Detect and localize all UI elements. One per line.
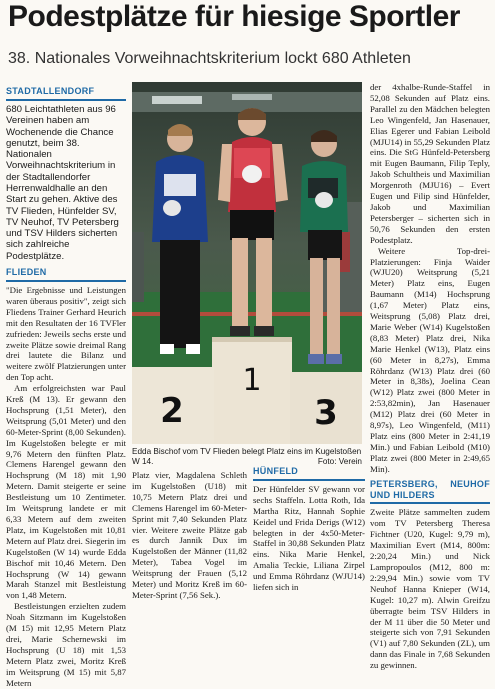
photo-caption — [132, 447, 362, 467]
caption-text: Edda Bischof vom TV Flieden belegt Platz eins im Kugelstoßen W 14. — [132, 447, 362, 466]
section-rule — [253, 479, 365, 481]
subheadline: 38. Nationales Vorweihnachtskriterium lockt 680 Athleten — [8, 50, 411, 67]
section-rule — [6, 280, 126, 282]
article-column-3 — [253, 466, 365, 593]
photo-credit: Foto: Verein — [317, 457, 362, 466]
article-column-1 — [6, 86, 126, 689]
dateline: STADTALLENDORF — [6, 86, 95, 96]
paragraph: Zweite Plätze sammelten zudem vom TV Petersberg Theresa Fichtner (U20, Kugel: 9,79 m), Maximilian Evert (M14, 800m: 2:20,24 Min.) und Nick Lampropoulos (M12, 800 m: 2:29,94 Min.) sowie vom TV Neuhof Hanna Knieper (W14, Kugel: 10,27 m). Alwin Greifzu überragte beim TSV Hilders in der M 11 über die 50 Meter und steigerte sich von 7,91 Sekunden (V1) auf 7,80 Sekunden (ZL), um dann das Finale in 7,68 Sekunden zu gewinnen. — [370, 507, 490, 671]
paragraph: der 4xhalbe-Runde-Staffel in 52,08 Sekunden auf Platz eins. Parallel zu den Mädchen belegten Leo Wingenfeld, Jan Hasenauer, Elias Egerer und Fabian Leibold (MJU14) in 55,29 Sekunden Platz eins. Die StG Hünfeld-Petersberg mit Eugen Baumann, Filip Teply, Jakob Schultheis und Maximilian Morgenroth (MJU16) – Evert Eugen und Filip sind Hünfelder, Jakob und Maximilian Petersberger – sicherten sich in 50,76 Sekunden den ersten Podestplatz. — [370, 82, 490, 245]
section-heading-petersberg: PETERSBERG, NEUHOF UND HILDERS — [370, 478, 490, 500]
podium-number-1: 1 — [242, 363, 262, 398]
article-column-4 — [370, 82, 490, 671]
section-heading-huenfeld: HÜNFELD — [253, 466, 299, 476]
paragraph: Am erfolgreichsten war Paul Kreß (M 13). Er gewann den Hochsprung (1,51 Meter), den Weitsprung (5,01 Meter) und den 60-Meter-Sprint (8,00 Sekunden). Im Kugelstoßen belegte er mit 9,76 Metern den fünften Platz. Clemens Harengel gewann den Hochsprung (M 18) mit 1,90 Metern. Damit steigerte er seine Bestleistung um 10 Zentimeter. Im Weitsprung landete er mit 6,33 Metern auf dem zweiten Platz, im Kugelstoßen mit 10,81 Metern auf Platz drei. Siegerin im Kugelstoßen (W 14) wurde Edda Bischof mit 10,46 Metern. Den Hochsprung (W 14) gewann Marah Stanzel mit Bestleistung von 1,48 Metern. — [6, 383, 126, 601]
section-rule — [370, 502, 490, 504]
paragraph: Weitere Top-drei-Platzierungen: Finja Waider (WJU20) Weitsprung (5,21 Meter) Platz eins, Eugen Baumann (M14) Hochsprung (1,67 Meter) Platz eins, Weitsprung (5,08) Platz drei, Marie Weber (W14) Kugelstoßen (8,83 Meter) Platz drei, Nika Marie Henkel (W13), Platz eins (60 Meter in 8,27s), Emma Röhrdanz (W13) Platz drei (60 Meter in 8,38s), Joelina Cean (W12) Platz zwei (800 Meter in 2:53,82min), Jan Hasenauer (M12) Platz drei (60 Meter in 8,97s), Leo Wingenfeld, (M11) Platz eins (800 Meter in 2:41,19 Min.) und Fabian Leibold (M10) Platz zwei (800 Meter in 2:49,65 Min). — [370, 245, 490, 474]
podium-number-3: 3 — [314, 393, 338, 433]
athletes-podium-photo — [132, 82, 362, 444]
section-heading-flieden: FLIEDEN — [6, 267, 47, 278]
paragraph: Der Hünfelder SV gewann vor sechs Staffeln. Lotta Roth, Ida Martha Ritz, Hannah Sophie Keidel und Frida Derigs (W12) belegten in der 4x50-Meter-Staffel in 30,88 Sekunden Platz eins. Nika Marie Henkel, Amalia Teckie, Liliana Zirpel und Emma Röhrdanz (WJU14) liefen sich in — [253, 483, 365, 593]
paragraph: Bestleistungen erzielten zudem Noah Sitzmann im Kugelstoßen (M 15) mit 12,95 Metern Platz drei, Marie Schernewski im Hochsprung (U 18) mit 1,53 Metern Platz zwei, Moritz Kreß im Weitsprung (M 15) mit 5,87 Metern — [6, 601, 126, 688]
podium-number-2: 2 — [160, 391, 184, 431]
article-column-2 — [132, 470, 247, 601]
paragraph: "Die Ergebnisse und Leistungen waren überaus positiv", zeigt sich Fliedens Trainer Gerhard Heurich mit den Resultaten der 16 TVFler zufrieden: Jeweils sechs erste und zweite Plätze sowie dreimal Rang drei lautete die Bilanz und weitere zwölf Platzierungen unter den Top acht. — [6, 284, 126, 383]
section-rule — [6, 99, 126, 101]
paragraph: Platz vier, Magdalena Schleth im Kugelstoßen (U18) mit 10,75 Metern Platz drei und Clemens Harengel im 60-Meter-Sprint mit 7,40 Sekunden Platz vier. Weitere zweite Plätze gab es durch Jannik Dux im Kugelstoßen der Männer (11,82 Meter), Tabea Vogel im Weitsprung der Frauen (5,12 Meter) und Moritz Kreß im 60-Meter-Sprint (7,56 Sek.). — [132, 470, 247, 600]
headline: Podestplätze für hiesige Sportler — [8, 0, 460, 33]
lead-paragraph: 680 Leichtathleten aus 96 Vereinen haben am Wochenende die Chance genutzt, beim 38. Nationalen Vorweihnachtskriterium in der Stadtallendorfer Herrenwaldhalle an den Start zu gehen. Aktive des TV Flieden, Hünfelder SV, TV Neuhof, TV Petersberg und TSV Hilders sicherten sich zahlreiche Podestplätze. — [6, 103, 119, 262]
